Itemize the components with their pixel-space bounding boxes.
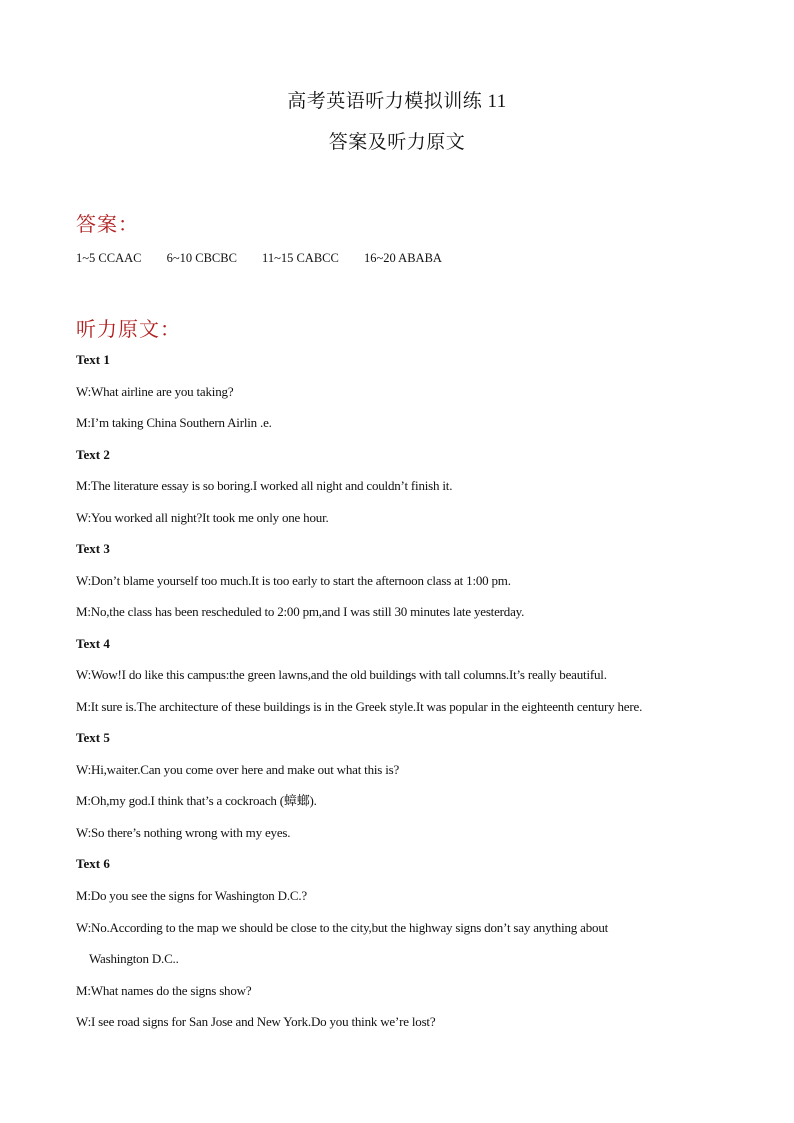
text-label: Text 5 [76, 730, 110, 745]
answer-group: 1~5 CCAAC [76, 251, 142, 265]
transcript [76, 352, 718, 1046]
dialogue-line: M:Do you see the signs for Washington D.C.? [76, 887, 307, 903]
answers-heading: 答案： [76, 214, 139, 236]
dialogue-line: M:What names do the signs show? [76, 982, 252, 998]
answer-key [76, 251, 464, 266]
text-label: Text 2 [76, 446, 110, 462]
text-label: Text 6 [76, 856, 110, 871]
page-title: 高考英语听力模拟训练 11 [287, 91, 507, 112]
dialogue-line: W:I see road signs for San Jose and New York.Do you think we’re lost? [76, 1014, 436, 1029]
dialogue-line: W:So there’s nothing wrong with my eyes. [76, 824, 291, 840]
text-label: Text 3 [76, 541, 110, 556]
dialogue-line: M:I’m taking China Southern Airlin .e. [76, 415, 272, 430]
dialogue-line: W:Don’t blame yourself too much.It is too early to start the afternoon class at 1:00 pm. [76, 572, 511, 588]
dialogue-line: W:What airline are you taking? [76, 383, 234, 399]
dialogue-line: M:The literature essay is so boring.I worked all night and couldn’t finish it. [76, 478, 453, 493]
dialogue-line: M:It sure is.The architecture of these buildings is in the Greek style.It was popular in the eighteenth century here. [76, 698, 643, 714]
dialogue-line-continuation: Washington D.C.. [89, 951, 179, 966]
answer-group: 16~20 ABABA [363, 251, 442, 265]
text-label: Text 1 [76, 352, 110, 367]
dialogue-line: W:Wow!I do like this campus:the green lawns,and the old buildings with tall columns.It’s really beautiful. [76, 667, 607, 682]
text-label: Text 4 [76, 635, 110, 651]
dialogue-line: M:No,the class has been rescheduled to 2:00 pm,and I was still 30 minutes late yesterday. [76, 604, 525, 619]
dialogue-line-wrapped [76, 912, 718, 975]
page-subtitle: 答案及听力原文 [328, 132, 466, 153]
dialogue-line: M:Oh,my god.I think that’s a cockroach (蟑螂). [76, 793, 317, 808]
transcript-heading: 听力原文： [76, 319, 181, 341]
dialogue-line: W:You worked all night?It took me only one hour. [76, 509, 329, 525]
answer-group: 6~10 CBCBC [166, 251, 237, 265]
answer-group: 11~15 CABCC [262, 251, 339, 265]
dialogue-line: W:Hi,waiter.Can you come over here and make out what this is? [76, 761, 400, 777]
dialogue-line-start: W:No.According to the map we should be close to the city,but the highway signs don’t say anything about [76, 919, 609, 935]
